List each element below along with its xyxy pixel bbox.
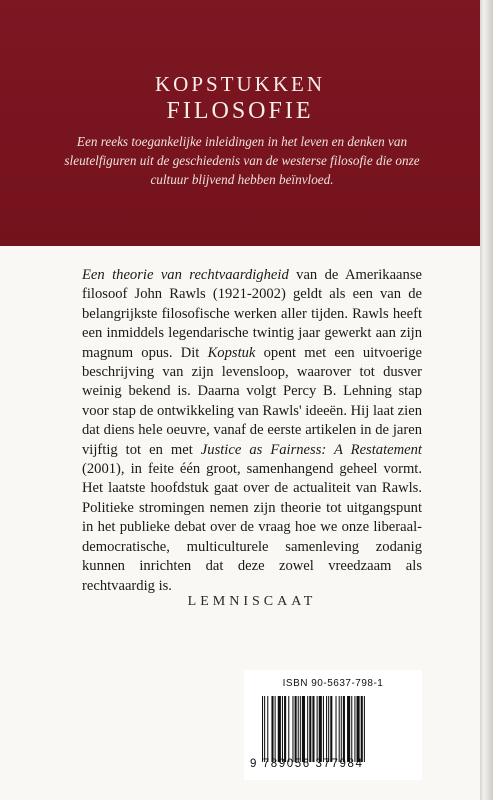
- barcode-bar: [292, 696, 293, 762]
- barcode-bar: [347, 696, 350, 762]
- barcode-bar: [275, 696, 276, 762]
- barcode-bar: [264, 696, 265, 762]
- barcode-bar: [341, 696, 342, 762]
- blurb-text: [82, 266, 422, 596]
- series-title-line1: KOPSTUKKEN: [154, 72, 325, 96]
- book-title-italic: Een theorie van rechtvaardigheid: [82, 267, 289, 283]
- series-band: [0, 0, 480, 246]
- barcode-number: 9 789056 377984: [250, 758, 364, 770]
- barcode-bar: [351, 696, 352, 762]
- isbn-label: ISBN 90-5637-798-1: [282, 678, 384, 689]
- barcode-bar: [307, 696, 308, 762]
- restatement-italic: Justice as Fairness: A Restatement: [200, 441, 422, 458]
- barcode-bar: [282, 696, 283, 762]
- blurb-part-1: van de Amerikaanse filosoof John Rawls (1921-2002) geldt als een van de belangrijkste filosofische werken aller tijden. Rawls heeft een inmiddels legendarische twintig jaar gewerkt aan zijn magnum opus. Dit: [82, 267, 422, 361]
- barcode-bar: [361, 696, 363, 762]
- barcode-bar: [309, 696, 311, 762]
- barcode-bar: [262, 696, 263, 762]
- barcode-bar: [300, 696, 301, 762]
- barcode-bar: [312, 696, 314, 762]
- barcode-bar: [284, 696, 286, 762]
- publisher-name: LEMNISCAAT: [187, 594, 317, 609]
- barcode-bar: [302, 696, 305, 762]
- barcode-bar: [271, 696, 273, 762]
- barcode-bar: [364, 696, 365, 762]
- barcode-bar: [336, 696, 337, 762]
- blurb-part-2: opent met een uitvoerige beschrijving van zijn levensloop, waarover tot dusver weinig bekend is. Daarna volgt Percy B. Lehning stap voor stap de ontwikkeling van Rawls' ideeën. Hij laat zien dat diens hele oeuvre, vanaf de eerste artikelen in de jaren vijftig tot en met: [82, 344, 422, 458]
- barcode-bar: [317, 696, 318, 762]
- barcode-bar: [343, 696, 345, 762]
- series-title-line2: FILOSOFIE: [166, 98, 314, 124]
- barcode-bar: [326, 696, 327, 762]
- barcode-bar: [295, 696, 297, 762]
- barcode-bars: [262, 696, 410, 762]
- barcode-bar: [298, 696, 299, 762]
- kopstuk-italic: Kopstuk: [207, 344, 256, 361]
- barcode-bar: [328, 696, 329, 762]
- barcode-area: [244, 670, 422, 780]
- barcode-bar: [288, 696, 289, 762]
- barcode-bar: [339, 696, 340, 762]
- barcode-bar: [267, 696, 268, 762]
- barcode-bar: [319, 696, 322, 762]
- series-tagline: Een reeks toegankelijke inleidingen in het leven en denken van sleutelfiguren uit de geschiedenis van de westerse filosofie die onze cultuur blijvend hebben beïnvloed.: [64, 134, 420, 187]
- barcode-bar: [323, 696, 324, 762]
- blurb-paragraph: [82, 266, 422, 596]
- barcode-bar: [330, 696, 332, 762]
- barcode-bar: [278, 696, 281, 762]
- barcode-bar: [354, 696, 355, 762]
- barcode-bar: [357, 696, 360, 762]
- page-edge: [480, 0, 493, 800]
- blurb-part-3: (2001), in feite één groot, samenhangend geheel vormt. Het laatste hoofdstuk gaat over de actualiteit van Rawls. Politieke stromingen nemen zijn theorie tot uitgangspunt in het publieke debat over de vraag hoe we onze liberaal-democratische, multiculturele samenleving zodanig kunnen inrichten dat deze zowel vreedzaam als rechtvaardig is.: [82, 461, 422, 594]
